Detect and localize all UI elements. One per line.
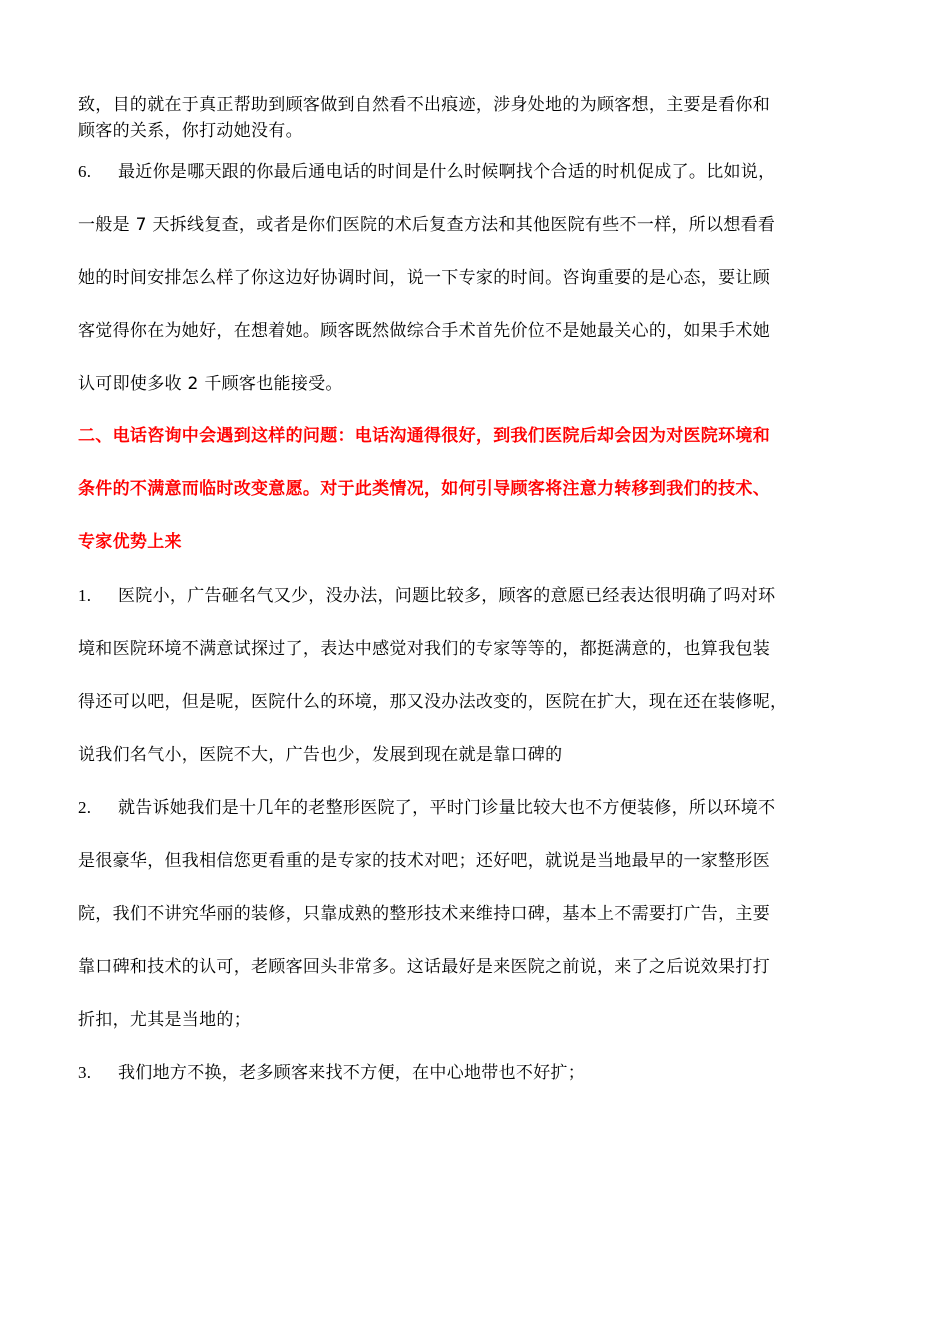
text-line: 认可即使多收 2 千顾客也能接受。: [78, 374, 343, 394]
paragraph-item-6: [78, 145, 853, 411]
text-line: [78, 781, 853, 835]
item-number: 2.: [78, 798, 92, 817]
text-line-content: 就告诉她我们是十几年的老整形医院了，平时门诊量比较大也不方便装修，所以环境不: [118, 798, 776, 818]
text-line: 说我们名气小，医院不大，广告也少，发展到现在就是靠口碑的: [78, 745, 563, 765]
item-number: 1.: [78, 586, 92, 605]
item-number: 3.: [78, 1063, 92, 1082]
text-line-content: 我们地方不换，老多顾客来找不方便，在中心地带也不好扩；: [118, 1063, 586, 1083]
text-line: 境和医院环境不满意试探过了，表达中感觉对我们的专家等等的，都挺满意的，也算我包装: [78, 639, 770, 659]
text-line: 她的时间安排怎么样了你这边好协调时间，说一下专家的时间。咨询重要的是心态，要让顾: [78, 268, 770, 288]
text-line: 致，目的就在于真正帮助到顾客做到自然看不出痕迹，涉身处地的为顾客想，主要是看你和: [78, 95, 770, 115]
heading-line: 条件的不满意而临时改变意愿。对于此类情况，如何引导顾客将注意力转移到我们的技术、: [78, 479, 770, 499]
text-line: 一般是 7 天拆线复查，或者是你们医院的术后复查方法和其他医院有些不一样，所以想看看: [78, 215, 776, 235]
text-line: 折扣，尤其是当地的；: [78, 1010, 251, 1030]
paragraph-intro: [78, 92, 853, 144]
paragraph-item-1: [78, 569, 853, 782]
text-line: [78, 1046, 853, 1100]
paragraph-item-2: [78, 781, 853, 1047]
text-line: 是很豪华，但我相信您更看重的是专家的技术对吧；还好吧，就说是当地最早的一家整形医: [78, 851, 770, 871]
text-line: 顾客的关系，你打动她没有。: [78, 121, 303, 141]
text-line: [78, 569, 853, 623]
text-line: [78, 145, 853, 199]
section-heading: [78, 410, 853, 569]
item-number: 6.: [78, 162, 92, 181]
text-line-content: 医院小，广告砸名气又少，没办法，问题比较多，顾客的意愿已经表达很明确了吗对环: [118, 586, 776, 606]
heading-line: 二、电话咨询中会遇到这样的问题：电话沟通得很好，到我们医院后却会因为对医院环境和: [78, 426, 770, 446]
paragraph-item-3: [78, 1046, 853, 1100]
heading-line: 专家优势上来: [78, 532, 182, 552]
text-line-content: 最近你是哪天跟的你最后通电话的时间是什么时候啊找个合适的时机促成了。比如说，: [118, 162, 776, 182]
text-line: 得还可以吧，但是呢，医院什么的环境，那又没办法改变的，医院在扩大，现在还在装修呢，: [78, 692, 788, 712]
text-line: 院，我们不讲究华丽的装修，只靠成熟的整形技术来维持口碑，基本上不需要打广告，主要: [78, 904, 770, 924]
text-line: 靠口碑和技术的认可，老顾客回头非常多。这话最好是来医院之前说，来了之后说效果打打: [78, 957, 770, 977]
text-line: 客觉得你在为她好，在想着她。顾客既然做综合手术首先价位不是她最关心的，如果手术她: [78, 321, 770, 341]
